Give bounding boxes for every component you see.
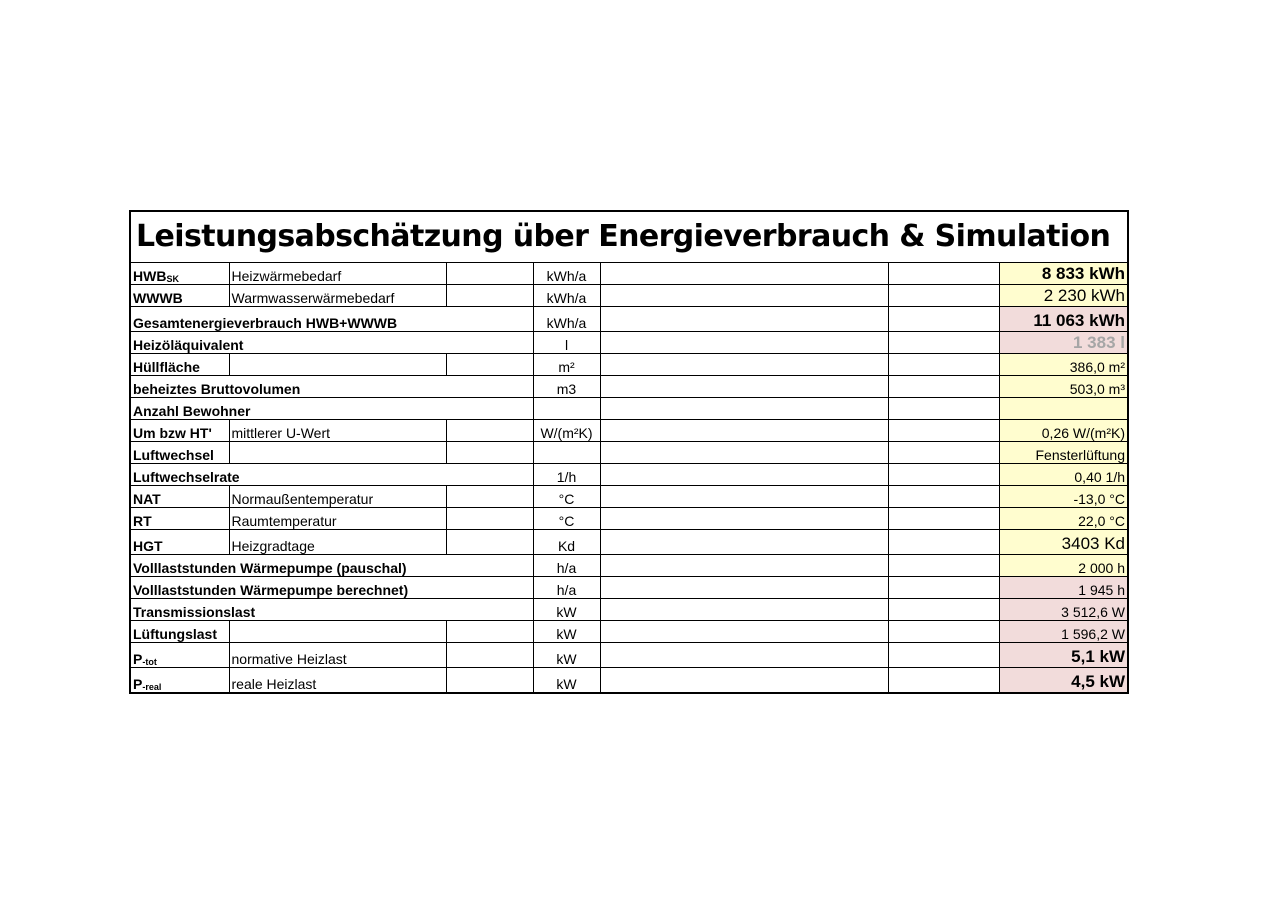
row-code: $HWB_{SK}$ bbox=[131, 263, 229, 285]
row-code: NAT bbox=[131, 486, 229, 508]
row-unit: °C bbox=[533, 486, 600, 508]
row-desc bbox=[229, 621, 446, 643]
row-code: Luftwechsel bbox=[131, 442, 229, 464]
row-desc: Normaußentemperatur bbox=[229, 486, 446, 508]
row-code: Lüftungslast bbox=[131, 621, 229, 643]
row-code: $P_{-real}$ bbox=[131, 668, 229, 693]
row-label: Heizöläquivalent bbox=[131, 332, 533, 354]
row-desc: reale Heizlast bbox=[229, 668, 446, 693]
row-value: 1 945 h bbox=[999, 577, 1127, 599]
table-row bbox=[131, 332, 1127, 354]
row-desc bbox=[229, 354, 446, 376]
row-desc: Raumtemperatur bbox=[229, 508, 446, 530]
row-desc bbox=[229, 442, 446, 464]
row-value: 3 512,6 W bbox=[999, 599, 1127, 621]
row-label: Volllaststunden Wärmepumpe berechnet) bbox=[131, 577, 533, 599]
data-table bbox=[131, 263, 1127, 692]
table-row bbox=[131, 668, 1127, 693]
row-unit: 1/h bbox=[533, 464, 600, 486]
row-value: 0,26 W/(m²K) bbox=[999, 420, 1127, 442]
row-unit: kWh/a bbox=[533, 285, 600, 307]
row-value: 386,0 m² bbox=[999, 354, 1127, 376]
row-desc: Heizgradtage bbox=[229, 530, 446, 555]
row-unit: kW bbox=[533, 643, 600, 668]
row-value: 11 063 kWh bbox=[999, 307, 1127, 332]
table-row bbox=[131, 508, 1127, 530]
row-value: 3403 Kd bbox=[999, 530, 1127, 555]
row-value: 22,0 °C bbox=[999, 508, 1127, 530]
row-code: Hüllfläche bbox=[131, 354, 229, 376]
table-row bbox=[131, 486, 1127, 508]
row-unit bbox=[533, 442, 600, 464]
row-label: beheiztes Bruttovolumen bbox=[131, 376, 533, 398]
row-label: Gesamtenergieverbrauch HWB+WWWB bbox=[131, 307, 533, 332]
row-desc: mittlerer U-Wert bbox=[229, 420, 446, 442]
table-row bbox=[131, 420, 1127, 442]
row-desc: Heizwärmebedarf bbox=[229, 263, 446, 285]
row-unit: h/a bbox=[533, 577, 600, 599]
table-row bbox=[131, 285, 1127, 307]
row-desc: Warmwasserwärmebedarf bbox=[229, 285, 446, 307]
row-code: $P_{-tot}$ bbox=[131, 643, 229, 668]
row-value: 1 596,2 W bbox=[999, 621, 1127, 643]
row-label: Anzahl Bewohner bbox=[131, 398, 533, 420]
row-desc: normative Heizlast bbox=[229, 643, 446, 668]
table-row bbox=[131, 530, 1127, 555]
row-code: RT bbox=[131, 508, 229, 530]
row-value: 2 230 kWh bbox=[999, 285, 1127, 307]
row-label: Volllaststunden Wärmepumpe (pauschal) bbox=[131, 555, 533, 577]
table-row bbox=[131, 263, 1127, 285]
table-row bbox=[131, 577, 1127, 599]
table-row bbox=[131, 398, 1127, 420]
row-value: 2 000 h bbox=[999, 555, 1127, 577]
row-unit: h/a bbox=[533, 555, 600, 577]
row-code: WWWB bbox=[131, 285, 229, 307]
row-unit: kW bbox=[533, 599, 600, 621]
energy-sheet bbox=[129, 210, 1129, 694]
row-code: HGT bbox=[131, 530, 229, 555]
row-unit: Kd bbox=[533, 530, 600, 555]
table-row bbox=[131, 442, 1127, 464]
row-value: 5,1 kW bbox=[999, 643, 1127, 668]
table-row bbox=[131, 555, 1127, 577]
row-unit: kWh/a bbox=[533, 263, 600, 285]
row-code: Um bzw HT' bbox=[131, 420, 229, 442]
row-unit: m² bbox=[533, 354, 600, 376]
row-unit: m3 bbox=[533, 376, 600, 398]
row-value: Fensterlüftung bbox=[999, 442, 1127, 464]
row-value: 8 833 kWh bbox=[999, 263, 1127, 285]
row-label: Luftwechselrate bbox=[131, 464, 533, 486]
row-unit: l bbox=[533, 332, 600, 354]
row-value bbox=[999, 398, 1127, 420]
row-unit: kW bbox=[533, 668, 600, 693]
table-row bbox=[131, 354, 1127, 376]
table-row bbox=[131, 621, 1127, 643]
row-unit: W/(m²K) bbox=[533, 420, 600, 442]
row-value: -13,0 °C bbox=[999, 486, 1127, 508]
row-value: 4,5 kW bbox=[999, 668, 1127, 693]
row-unit: kW bbox=[533, 621, 600, 643]
row-unit: kWh/a bbox=[533, 307, 600, 332]
table-row bbox=[131, 643, 1127, 668]
table-row bbox=[131, 464, 1127, 486]
sheet-title: Leistungsabschätzung über Energieverbrauch & Simulation bbox=[131, 212, 1127, 263]
row-value: 0,40 1/h bbox=[999, 464, 1127, 486]
row-value: 1 383 l bbox=[999, 332, 1127, 354]
table-row bbox=[131, 376, 1127, 398]
row-value: 503,0 m³ bbox=[999, 376, 1127, 398]
row-unit bbox=[533, 398, 600, 420]
row-unit: °C bbox=[533, 508, 600, 530]
table-row bbox=[131, 307, 1127, 332]
table-row bbox=[131, 599, 1127, 621]
row-label: Transmissionslast bbox=[131, 599, 533, 621]
